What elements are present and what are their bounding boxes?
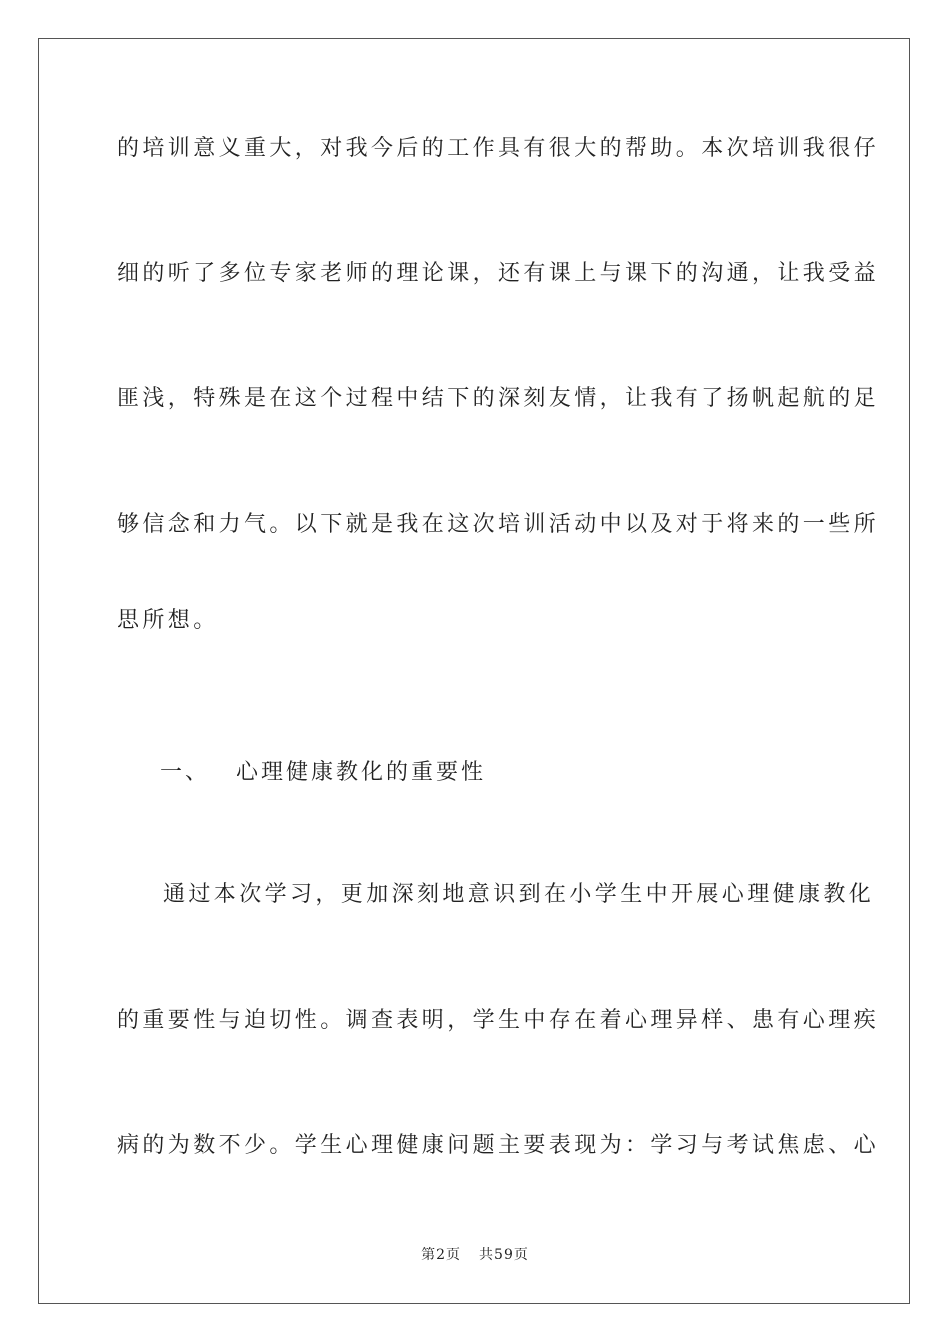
page-footer [0, 1245, 950, 1265]
section-heading-title: 心理健康教化的重要性 [236, 760, 487, 785]
body-line-1: 的培训意义重大，对我今后的工作具有很大的帮助。本次培训我很仔 [117, 136, 880, 161]
body-line-4: 够信念和力气。以下就是我在这次培训活动中以及对于将来的一些所 [117, 512, 880, 537]
body-line-2: 细的听了多位专家老师的理论课，还有课上与课下的沟通，让我受益 [117, 261, 880, 286]
section-heading [160, 758, 486, 788]
page-total: 共59页 [479, 1247, 529, 1263]
body-line-5: 思所想。 [117, 608, 219, 633]
page-border [38, 38, 910, 1304]
body-line-3: 匪浅，特殊是在这个过程中结下的深刻友情，让我有了扬帆起航的足 [117, 386, 880, 411]
section-heading-number: 一、 [160, 760, 211, 785]
paragraph2-line-2: 的重要性与迫切性。调查表明，学生中存在着心理异样、患有心理疾 [117, 1008, 880, 1033]
paragraph2-line-3: 病的为数不少。学生心理健康问题主要表现为：学习与考试焦虑、心 [117, 1133, 880, 1158]
paragraph2-line-1: 通过本次学习，更加深刻地意识到在小学生中开展心理健康教化 [163, 882, 875, 907]
page-number: 第2页 [421, 1247, 462, 1263]
